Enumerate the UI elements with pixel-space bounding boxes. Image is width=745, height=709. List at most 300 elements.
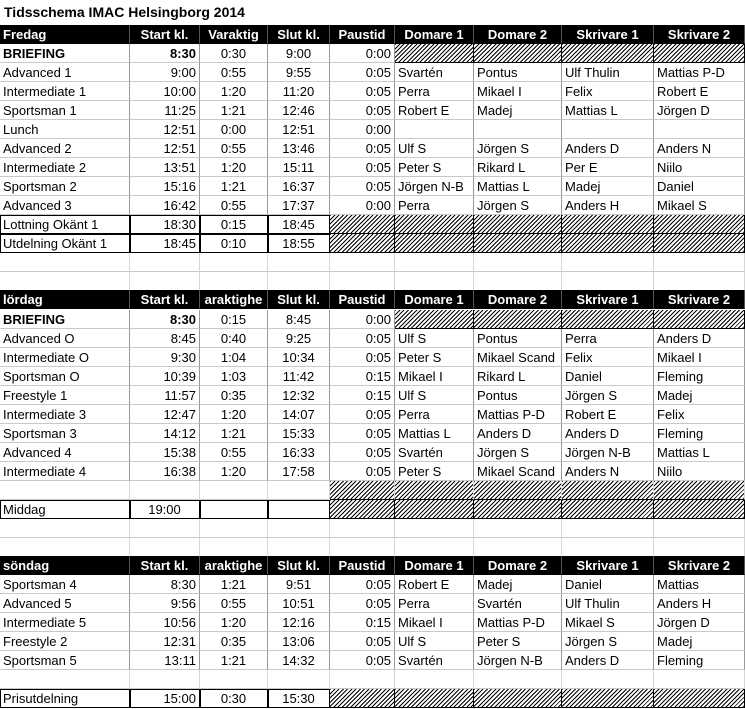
event-cell[interactable]: Anders D — [562, 651, 654, 670]
event-cell[interactable]: 0:05 — [330, 63, 395, 82]
empty-cell[interactable] — [268, 500, 330, 519]
column-header[interactable]: Domare 2 — [474, 25, 562, 44]
event-name[interactable]: Intermediate O — [0, 348, 130, 367]
empty-cell[interactable] — [0, 519, 130, 538]
hatched-cell[interactable] — [474, 234, 562, 253]
event-cell[interactable]: Jörgen S — [474, 443, 562, 462]
event-cell[interactable]: Fleming — [654, 424, 745, 443]
event-cell[interactable]: 15:33 — [268, 424, 330, 443]
event-name[interactable]: Intermediate 3 — [0, 405, 130, 424]
column-header[interactable]: Domare 1 — [395, 25, 474, 44]
event-cell[interactable]: 1:20 — [200, 462, 268, 481]
event-cell[interactable]: Mattias L — [474, 177, 562, 196]
event-cell[interactable]: 1:21 — [200, 177, 268, 196]
event-cell[interactable]: Peter S — [395, 158, 474, 177]
event-cell[interactable]: 15:11 — [268, 158, 330, 177]
event-cell[interactable]: Pontus — [474, 63, 562, 82]
event-cell[interactable]: Robert E — [654, 82, 745, 101]
empty-cell[interactable] — [0, 481, 130, 500]
event-cell[interactable]: 0:10 — [200, 234, 268, 253]
event-cell[interactable]: Robert E — [395, 575, 474, 594]
event-cell[interactable]: Mikael I — [654, 348, 745, 367]
empty-cell[interactable] — [562, 519, 654, 538]
hatched-cell[interactable] — [654, 310, 745, 329]
empty-cell[interactable] — [0, 670, 130, 689]
event-cell[interactable]: 0:05 — [330, 594, 395, 613]
hatched-cell[interactable] — [562, 234, 654, 253]
hatched-cell[interactable] — [330, 500, 395, 519]
event-cell[interactable]: 1:21 — [200, 101, 268, 120]
hatched-cell[interactable] — [562, 689, 654, 708]
event-cell[interactable]: Per E — [562, 158, 654, 177]
briefing-label[interactable]: BRIEFING — [0, 310, 130, 329]
event-cell[interactable]: Jörgen S — [474, 196, 562, 215]
event-cell[interactable]: Niilo — [654, 462, 745, 481]
empty-cell[interactable] — [562, 538, 654, 557]
empty-cell[interactable] — [130, 538, 200, 557]
event-cell[interactable]: 12:47 — [130, 405, 200, 424]
hatched-cell[interactable] — [395, 500, 474, 519]
event-cell[interactable]: 10:51 — [268, 594, 330, 613]
hatched-cell[interactable] — [654, 500, 745, 519]
empty-cell[interactable] — [474, 670, 562, 689]
event-name[interactable]: Intermediate 2 — [0, 158, 130, 177]
event-cell[interactable]: Madej — [474, 101, 562, 120]
event-cell[interactable]: 16:33 — [268, 443, 330, 462]
hatched-cell[interactable] — [562, 44, 654, 63]
hatched-cell[interactable] — [562, 215, 654, 234]
event-cell[interactable]: Fleming — [654, 651, 745, 670]
event-cell[interactable]: Mattias L — [562, 101, 654, 120]
column-header[interactable]: söndag — [0, 556, 130, 575]
event-cell[interactable]: 18:55 — [268, 234, 330, 253]
event-cell[interactable]: 13:46 — [268, 139, 330, 158]
column-header[interactable]: Slut kl. — [268, 556, 330, 575]
hatched-cell[interactable] — [562, 310, 654, 329]
event-cell[interactable]: 12:46 — [268, 101, 330, 120]
briefing-time[interactable]: 0:00 — [330, 44, 395, 63]
event-cell[interactable]: 0:00 — [330, 120, 395, 139]
hatched-cell[interactable] — [654, 689, 745, 708]
event-cell[interactable]: 0:05 — [330, 405, 395, 424]
event-cell[interactable]: 12:51 — [130, 120, 200, 139]
hatched-cell[interactable] — [474, 44, 562, 63]
event-cell[interactable]: Jörgen S — [562, 632, 654, 651]
event-cell[interactable]: Anders D — [654, 329, 745, 348]
event-name[interactable]: Freestyle 1 — [0, 386, 130, 405]
event-cell[interactable]: 0:05 — [330, 329, 395, 348]
event-name[interactable]: Lunch — [0, 120, 130, 139]
event-cell[interactable]: 0:05 — [330, 101, 395, 120]
event-name[interactable]: Freestyle 2 — [0, 632, 130, 651]
event-cell[interactable]: Felix — [562, 82, 654, 101]
event-cell[interactable]: 0:15 — [200, 215, 268, 234]
event-cell[interactable]: Peter S — [395, 348, 474, 367]
empty-cell[interactable] — [330, 253, 395, 272]
event-cell[interactable]: 0:55 — [200, 443, 268, 462]
event-cell[interactable]: 0:00 — [200, 120, 268, 139]
event-cell[interactable]: Svartén — [395, 63, 474, 82]
column-header[interactable]: Slut kl. — [268, 290, 330, 309]
empty-cell[interactable] — [268, 253, 330, 272]
empty-cell[interactable] — [330, 272, 395, 291]
event-cell[interactable]: 18:45 — [130, 234, 200, 253]
hatched-cell[interactable] — [474, 689, 562, 708]
event-cell[interactable]: Jörgen N-B — [562, 443, 654, 462]
event-cell[interactable]: 14:12 — [130, 424, 200, 443]
event-cell[interactable]: 0:05 — [330, 462, 395, 481]
column-header[interactable]: Skrivare 2 — [654, 25, 745, 44]
event-cell[interactable]: 0:30 — [200, 689, 268, 708]
empty-cell[interactable] — [474, 481, 562, 500]
event-cell[interactable]: 1:21 — [200, 424, 268, 443]
empty-cell[interactable] — [330, 538, 395, 557]
empty-cell[interactable] — [200, 519, 268, 538]
event-cell[interactable]: 12:32 — [268, 386, 330, 405]
event-cell[interactable]: Jörgen N-B — [474, 651, 562, 670]
column-header[interactable]: Domare 2 — [474, 556, 562, 575]
event-cell[interactable]: Anders H — [562, 196, 654, 215]
event-name[interactable]: Advanced O — [0, 329, 130, 348]
event-cell[interactable]: 9:30 — [130, 348, 200, 367]
briefing-time[interactable]: 0:00 — [330, 310, 395, 329]
event-cell[interactable]: Mikael I — [395, 367, 474, 386]
briefing-time[interactable]: 8:30 — [130, 44, 200, 63]
event-cell[interactable]: 1:20 — [200, 613, 268, 632]
empty-cell[interactable] — [395, 538, 474, 557]
event-name[interactable]: Sportsman 1 — [0, 101, 130, 120]
event-name[interactable]: Sportsman 3 — [0, 424, 130, 443]
event-name[interactable]: Advanced 5 — [0, 594, 130, 613]
event-cell[interactable]: Jörgen N-B — [395, 177, 474, 196]
empty-cell[interactable] — [330, 519, 395, 538]
event-cell[interactable]: Daniel — [562, 575, 654, 594]
event-cell[interactable]: Felix — [562, 348, 654, 367]
column-header[interactable]: Varaktig — [200, 25, 268, 44]
briefing-time[interactable]: 9:00 — [268, 44, 330, 63]
event-cell[interactable]: 9:51 — [268, 575, 330, 594]
event-cell[interactable]: 0:05 — [330, 575, 395, 594]
event-name[interactable]: Advanced 2 — [0, 139, 130, 158]
empty-cell[interactable] — [0, 272, 130, 291]
event-cell[interactable]: 1:21 — [200, 651, 268, 670]
event-cell[interactable]: 13:11 — [130, 651, 200, 670]
event-cell[interactable]: Madej — [474, 575, 562, 594]
event-cell[interactable]: Perra — [395, 82, 474, 101]
briefing-time[interactable]: 0:15 — [200, 310, 268, 329]
event-cell[interactable]: Svartén — [474, 594, 562, 613]
hatched-cell[interactable] — [330, 689, 395, 708]
empty-cell[interactable] — [130, 519, 200, 538]
hatched-cell[interactable] — [474, 310, 562, 329]
hatched-cell[interactable] — [474, 500, 562, 519]
event-cell[interactable]: 1:04 — [200, 348, 268, 367]
briefing-time[interactable]: 8:45 — [268, 310, 330, 329]
event-cell[interactable]: 13:06 — [268, 632, 330, 651]
empty-cell[interactable] — [200, 272, 268, 291]
event-cell[interactable]: Madej — [562, 177, 654, 196]
hatched-cell[interactable] — [562, 500, 654, 519]
empty-cell[interactable] — [562, 481, 654, 500]
empty-cell[interactable] — [200, 500, 268, 519]
event-cell[interactable]: Mattias P-D — [654, 63, 745, 82]
empty-cell[interactable] — [562, 272, 654, 291]
event-cell[interactable]: Mattias P-D — [474, 405, 562, 424]
empty-cell[interactable] — [395, 670, 474, 689]
event-cell[interactable]: 16:42 — [130, 196, 200, 215]
event-cell[interactable]: Mikael I — [474, 82, 562, 101]
event-cell[interactable]: 9:00 — [130, 63, 200, 82]
event-cell[interactable]: 10:39 — [130, 367, 200, 386]
event-cell[interactable]: 0:05 — [330, 177, 395, 196]
column-header[interactable]: araktighe — [200, 290, 268, 309]
event-cell[interactable]: 0:05 — [330, 348, 395, 367]
hatched-cell[interactable] — [330, 234, 395, 253]
event-cell[interactable]: Madej — [654, 386, 745, 405]
empty-cell[interactable] — [395, 519, 474, 538]
event-cell[interactable]: 16:38 — [130, 462, 200, 481]
empty-cell[interactable] — [474, 519, 562, 538]
event-cell[interactable]: Mattias L — [654, 443, 745, 462]
event-cell[interactable]: 0:05 — [330, 158, 395, 177]
event-cell[interactable]: Ulf Thulin — [562, 594, 654, 613]
event-name[interactable]: Sportsman 5 — [0, 651, 130, 670]
event-cell[interactable]: Jörgen S — [474, 139, 562, 158]
column-header[interactable]: Skrivare 1 — [562, 25, 654, 44]
event-name[interactable]: Intermediate 1 — [0, 82, 130, 101]
event-cell[interactable]: Mikael S — [562, 613, 654, 632]
empty-cell[interactable] — [474, 538, 562, 557]
event-cell[interactable]: 0:55 — [200, 139, 268, 158]
empty-cell[interactable] — [562, 253, 654, 272]
empty-cell[interactable] — [268, 481, 330, 500]
event-cell[interactable]: Ulf S — [395, 386, 474, 405]
column-header[interactable]: Paustid — [330, 25, 395, 44]
empty-cell[interactable] — [268, 519, 330, 538]
event-cell[interactable]: Jörgen D — [654, 613, 745, 632]
event-cell[interactable]: Anders D — [474, 424, 562, 443]
event-cell[interactable]: Perra — [395, 594, 474, 613]
event-cell[interactable]: 15:30 — [268, 689, 330, 708]
event-cell[interactable] — [654, 120, 745, 139]
event-cell[interactable]: 0:35 — [200, 386, 268, 405]
event-cell[interactable]: Madej — [654, 632, 745, 651]
column-header[interactable]: Domare 2 — [474, 290, 562, 309]
event-name[interactable]: Utdelning Okänt 1 — [0, 234, 130, 253]
column-header[interactable]: Paustid — [330, 556, 395, 575]
event-cell[interactable]: 14:07 — [268, 405, 330, 424]
event-cell[interactable]: 0:00 — [330, 196, 395, 215]
event-cell[interactable]: Jörgen D — [654, 101, 745, 120]
event-cell[interactable]: Mikael Scand — [474, 462, 562, 481]
event-name[interactable]: Prisutdelning — [0, 689, 130, 708]
event-cell[interactable]: 10:00 — [130, 82, 200, 101]
event-cell[interactable]: 15:16 — [130, 177, 200, 196]
hatched-cell[interactable] — [395, 689, 474, 708]
empty-cell[interactable] — [130, 670, 200, 689]
event-cell[interactable]: 0:55 — [200, 63, 268, 82]
empty-cell[interactable] — [474, 253, 562, 272]
event-cell[interactable]: 1:21 — [200, 575, 268, 594]
event-cell[interactable]: Mikael S — [654, 196, 745, 215]
event-cell[interactable]: Anders H — [654, 594, 745, 613]
empty-cell[interactable] — [130, 481, 200, 500]
event-cell[interactable]: 13:51 — [130, 158, 200, 177]
event-cell[interactable]: 0:55 — [200, 594, 268, 613]
empty-cell[interactable] — [200, 670, 268, 689]
event-cell[interactable]: Fleming — [654, 367, 745, 386]
event-cell[interactable]: 0:05 — [330, 82, 395, 101]
hatched-cell[interactable] — [330, 215, 395, 234]
hatched-cell[interactable] — [654, 215, 745, 234]
event-cell[interactable]: Rikard L — [474, 158, 562, 177]
empty-cell[interactable] — [0, 253, 130, 272]
column-header[interactable]: Fredag — [0, 25, 130, 44]
event-cell[interactable] — [562, 120, 654, 139]
column-header[interactable]: Start kl. — [130, 290, 200, 309]
event-cell[interactable]: Anders N — [562, 462, 654, 481]
event-cell[interactable]: Rikard L — [474, 367, 562, 386]
event-cell[interactable]: Daniel — [562, 367, 654, 386]
column-header[interactable]: araktighe — [200, 556, 268, 575]
empty-cell[interactable] — [474, 272, 562, 291]
event-cell[interactable]: Felix — [654, 405, 745, 424]
hatched-cell[interactable] — [654, 234, 745, 253]
briefing-label[interactable]: BRIEFING — [0, 44, 130, 63]
event-name[interactable]: Sportsman 4 — [0, 575, 130, 594]
event-cell[interactable]: 1:20 — [200, 82, 268, 101]
empty-cell[interactable] — [200, 538, 268, 557]
event-cell[interactable]: 11:57 — [130, 386, 200, 405]
column-header[interactable]: Start kl. — [130, 556, 200, 575]
event-cell[interactable]: 16:37 — [268, 177, 330, 196]
event-cell[interactable]: 1:20 — [200, 405, 268, 424]
column-header[interactable]: Start kl. — [130, 25, 200, 44]
empty-cell[interactable] — [330, 481, 395, 500]
event-cell[interactable]: 0:05 — [330, 651, 395, 670]
empty-cell[interactable] — [200, 481, 268, 500]
event-cell[interactable]: 12:31 — [130, 632, 200, 651]
event-cell[interactable]: 0:15 — [330, 367, 395, 386]
event-cell[interactable]: 19:00 — [130, 500, 200, 519]
event-cell[interactable]: Daniel — [654, 177, 745, 196]
empty-cell[interactable] — [395, 481, 474, 500]
event-cell[interactable]: Ulf Thulin — [562, 63, 654, 82]
event-name[interactable]: Sportsman 2 — [0, 177, 130, 196]
event-cell[interactable]: 12:51 — [130, 139, 200, 158]
event-cell[interactable]: Perra — [395, 405, 474, 424]
event-cell[interactable]: Mikael Scand — [474, 348, 562, 367]
event-cell[interactable]: 10:34 — [268, 348, 330, 367]
event-cell[interactable]: 11:42 — [268, 367, 330, 386]
event-cell[interactable]: 9:25 — [268, 329, 330, 348]
event-cell[interactable]: 1:20 — [200, 158, 268, 177]
event-cell[interactable]: Mattias L — [395, 424, 474, 443]
event-cell[interactable]: 0:35 — [200, 632, 268, 651]
hatched-cell[interactable] — [395, 215, 474, 234]
event-name[interactable]: Advanced 4 — [0, 443, 130, 462]
event-cell[interactable] — [474, 120, 562, 139]
event-cell[interactable] — [395, 120, 474, 139]
event-cell[interactable]: 9:55 — [268, 63, 330, 82]
event-cell[interactable]: Anders D — [562, 424, 654, 443]
empty-cell[interactable] — [654, 538, 745, 557]
column-header[interactable]: Domare 1 — [395, 556, 474, 575]
event-cell[interactable]: 18:30 — [130, 215, 200, 234]
column-header[interactable]: Domare 1 — [395, 290, 474, 309]
empty-cell[interactable] — [654, 272, 745, 291]
event-cell[interactable]: 11:25 — [130, 101, 200, 120]
event-cell[interactable]: 0:05 — [330, 632, 395, 651]
event-cell[interactable]: 0:05 — [330, 443, 395, 462]
event-cell[interactable]: 17:58 — [268, 462, 330, 481]
event-cell[interactable]: Perra — [562, 329, 654, 348]
empty-cell[interactable] — [562, 670, 654, 689]
event-name[interactable]: Advanced 3 — [0, 196, 130, 215]
empty-cell[interactable] — [395, 253, 474, 272]
event-cell[interactable]: 0:15 — [330, 386, 395, 405]
event-cell[interactable]: 15:38 — [130, 443, 200, 462]
empty-cell[interactable] — [654, 481, 745, 500]
event-cell[interactable]: Robert E — [562, 405, 654, 424]
event-cell[interactable]: 14:32 — [268, 651, 330, 670]
empty-cell[interactable] — [0, 538, 130, 557]
column-header[interactable]: lördag — [0, 290, 130, 309]
empty-cell[interactable] — [130, 272, 200, 291]
briefing-time[interactable]: 8:30 — [130, 310, 200, 329]
column-header[interactable]: Skrivare 2 — [654, 290, 745, 309]
event-cell[interactable]: 18:45 — [268, 215, 330, 234]
column-header[interactable]: Skrivare 1 — [562, 290, 654, 309]
event-cell[interactable]: Anders D — [562, 139, 654, 158]
event-cell[interactable]: Perra — [395, 196, 474, 215]
event-cell[interactable]: Anders N — [654, 139, 745, 158]
event-cell[interactable]: Jörgen S — [562, 386, 654, 405]
event-cell[interactable]: 1:03 — [200, 367, 268, 386]
event-cell[interactable]: 15:00 — [130, 689, 200, 708]
event-cell[interactable]: Peter S — [395, 462, 474, 481]
event-cell[interactable]: 17:37 — [268, 196, 330, 215]
empty-cell[interactable] — [330, 670, 395, 689]
hatched-cell[interactable] — [654, 44, 745, 63]
empty-cell[interactable] — [200, 253, 268, 272]
empty-cell[interactable] — [654, 670, 745, 689]
event-cell[interactable]: 0:55 — [200, 196, 268, 215]
hatched-cell[interactable] — [474, 215, 562, 234]
empty-cell[interactable] — [268, 538, 330, 557]
hatched-cell[interactable] — [395, 234, 474, 253]
event-cell[interactable]: Mattias P-D — [474, 613, 562, 632]
event-cell[interactable]: 12:16 — [268, 613, 330, 632]
empty-cell[interactable] — [395, 272, 474, 291]
event-cell[interactable]: Ulf S — [395, 632, 474, 651]
event-cell[interactable]: 8:30 — [130, 575, 200, 594]
event-cell[interactable]: 9:56 — [130, 594, 200, 613]
empty-cell[interactable] — [130, 253, 200, 272]
event-name[interactable]: Advanced 1 — [0, 63, 130, 82]
event-cell[interactable]: Pontus — [474, 386, 562, 405]
event-cell[interactable]: Svartén — [395, 443, 474, 462]
event-cell[interactable]: Ulf S — [395, 329, 474, 348]
column-header[interactable]: Skrivare 1 — [562, 556, 654, 575]
event-cell[interactable]: Svartén — [395, 651, 474, 670]
event-cell[interactable]: 0:40 — [200, 329, 268, 348]
event-name[interactable]: Intermediate 5 — [0, 613, 130, 632]
event-cell[interactable]: 12:51 — [268, 120, 330, 139]
event-cell[interactable]: 8:45 — [130, 329, 200, 348]
event-name[interactable]: Middag — [0, 500, 130, 519]
event-cell[interactable]: Niilo — [654, 158, 745, 177]
